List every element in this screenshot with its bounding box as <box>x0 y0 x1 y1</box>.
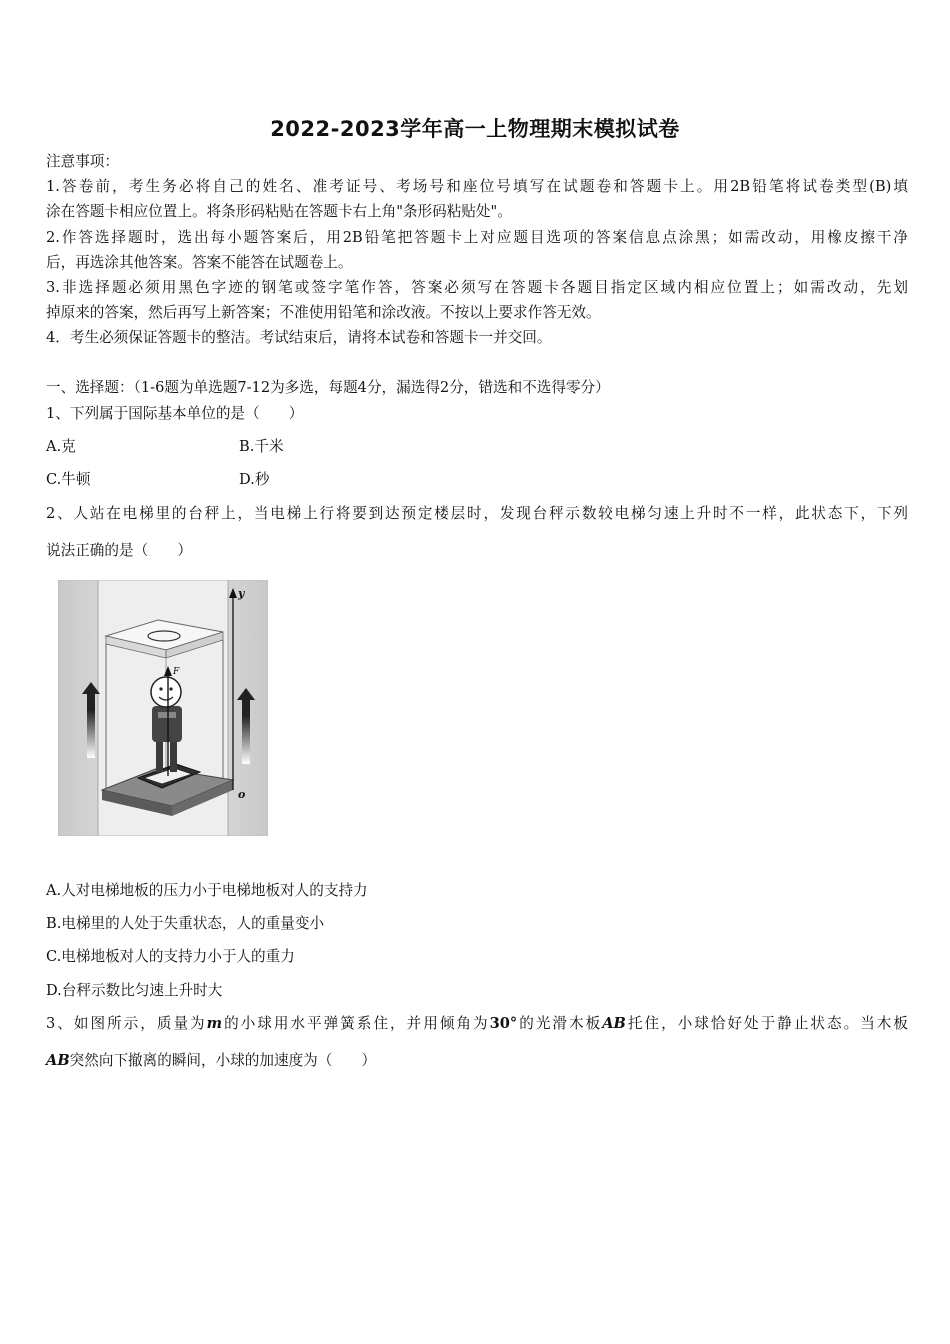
question-1-option-a: A.克 <box>46 438 76 455</box>
question-3-stem-line-2 <box>46 1049 908 1070</box>
question-1-option-d: D.秒 <box>239 471 270 488</box>
notice-line: 后，再选涂其他答案。答案不能答在试题卷上。 <box>46 254 353 271</box>
notice-line: 4．考生必须保证答题卡的整洁。考试结束后，请将本试卷和答题卡一并交回。 <box>46 329 552 346</box>
page-title: 2022-2023学年高一上物理期末模拟试卷 <box>270 117 680 141</box>
q3-text: 的光滑木板 <box>517 1015 603 1032</box>
elevator-figure <box>58 580 268 836</box>
notice-heading: 注意事项： <box>46 153 119 170</box>
question-2-option-b: B.电梯里的人处于失重状态，人的重量变小 <box>46 915 325 932</box>
q3-mass-symbol: m <box>206 1015 223 1032</box>
question-2-stem: 2、人站在电梯里的台秤上，当电梯上行将要到达预定楼层时，发现台秤示数较电梯匀速上升时不一样，此状态下，下列 <box>46 505 908 522</box>
notice-line: 涂在答题卡相应位置上。将条形码粘贴在答题卡右上角"条形码粘贴处"。 <box>46 203 512 220</box>
question-2-option-a: A.人对电梯地板的压力小于电梯地板对人的支持力 <box>46 882 368 899</box>
notice-line: 掉原来的答案，然后再写上新答案；不准使用铅笔和涂改液。不按以上要求作答无效。 <box>46 304 601 321</box>
question-2-stem: 说法正确的是（ ） <box>46 542 192 559</box>
q3-text: 托住，小球恰好处于静止状态。当木板 <box>625 1015 908 1032</box>
section-heading: 一、选择题：（1-6题为单选题7-12为多选，每题4分，漏选得2分，错选和不选得零分） <box>46 379 610 396</box>
question-3-stem-line-1 <box>46 1012 908 1033</box>
q3-text: 的小球用水平弹簧系住，并用倾角为 <box>222 1015 490 1032</box>
question-1-stem: 1、下列属于国际基本单位的是（ ） <box>46 405 304 422</box>
q3-angle: 30° <box>489 1015 518 1032</box>
q3-board-symbol: AB <box>46 1052 70 1069</box>
force-label: F <box>173 667 180 677</box>
q3-text: 突然向下撤离的瞬间，小球的加速度为（ ） <box>69 1052 377 1069</box>
axis-origin-label: o <box>238 788 246 801</box>
notice-line: 3.非选择题必须用黑色字迹的钢笔或签字笔作答，答案必须写在答题卡各题目指定区域内相应位置上；如需改动，先划 <box>46 279 908 296</box>
question-2-option-c: C.电梯地板对人的支持力小于人的重力 <box>46 948 295 965</box>
notice-line: 2.作答选择题时，选出每小题答案后，用2B铅笔把答题卡上对应题目选项的答案信息点涂黑；如需改动，用橡皮擦干净 <box>46 229 908 246</box>
q3-text: 3、如图所示，质量为 <box>46 1015 207 1032</box>
notice-line: 1.答卷前，考生务必将自己的姓名、准考证号、考场号和座位号填写在试题卷和答题卡上。用2B铅笔将试卷类型(B)填 <box>46 178 908 195</box>
question-1-option-c: C.牛顿 <box>46 471 91 488</box>
axis-y-label: y <box>238 587 245 600</box>
question-2-option-d: D.台秤示数比匀速上升时大 <box>46 982 223 999</box>
question-1-option-b: B.千米 <box>239 438 284 455</box>
q3-board-symbol: AB <box>602 1015 626 1032</box>
